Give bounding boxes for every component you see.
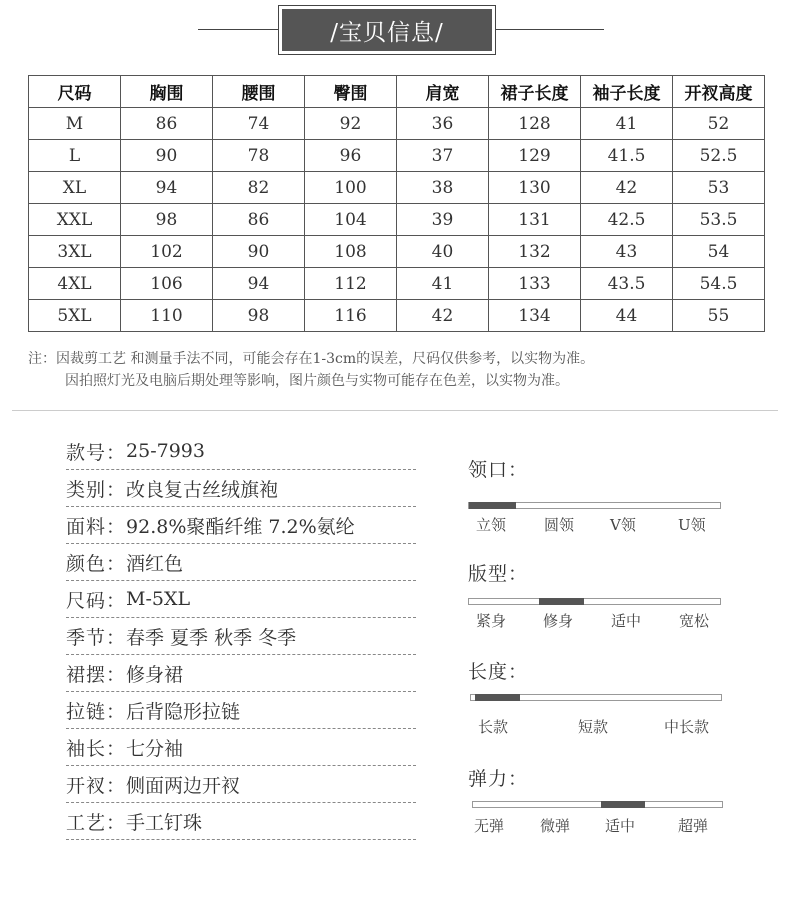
elasticity-group (468, 764, 723, 844)
elasticity-option: 微弹 (540, 817, 571, 835)
table-header-cell: 腰围 (213, 76, 305, 108)
fit-option: 宽松 (679, 612, 710, 630)
table-cell: 44 (581, 300, 673, 332)
collar-option: U领 (678, 516, 706, 534)
section-divider (12, 410, 778, 411)
table-cell: 94 (213, 268, 305, 300)
attr-key: 颜色： (66, 552, 127, 575)
table-cell: 4XL (29, 268, 121, 300)
table-row (29, 236, 765, 268)
table-cell: 129 (489, 140, 581, 172)
elasticity-title: 弹力： (468, 768, 529, 790)
attr-value: 手工钉珠 (126, 811, 203, 834)
table-cell: 42.5 (581, 204, 673, 236)
attr-key: 尺码： (66, 589, 127, 612)
fit-scale-fill (539, 598, 584, 605)
fit-option: 紧身 (476, 612, 507, 630)
length-option: 短款 (578, 718, 609, 736)
length-scale-bar (470, 694, 722, 701)
collar-scale-fill (469, 502, 516, 509)
header-line-right (496, 29, 604, 30)
table-cell: M (29, 108, 121, 140)
table-cell: 133 (489, 268, 581, 300)
collar-group (468, 455, 723, 535)
table-cell: 128 (489, 108, 581, 140)
table-cell: 5XL (29, 300, 121, 332)
table-cell: 41 (397, 268, 489, 300)
attr-row-season (66, 618, 416, 655)
table-cell: 90 (121, 140, 213, 172)
table-row (29, 140, 765, 172)
attr-key: 袖长： (66, 737, 127, 760)
collar-option: 圆领 (544, 516, 575, 534)
elasticity-option: 超弹 (678, 817, 709, 835)
table-cell: 86 (213, 204, 305, 236)
table-header-cell: 臀围 (305, 76, 397, 108)
attr-key: 面料： (66, 515, 127, 538)
attr-key: 款号： (66, 441, 127, 464)
table-cell: 98 (121, 204, 213, 236)
attr-value: 25-7993 (126, 440, 205, 462)
fit-option: 适中 (611, 612, 642, 630)
elasticity-scale-bar (472, 801, 723, 808)
table-cell: 92 (305, 108, 397, 140)
collar-title: 领口： (468, 459, 529, 481)
table-cell: 90 (213, 236, 305, 268)
table-cell: 42 (397, 300, 489, 332)
attr-value: 改良复古丝绒旗袍 (126, 478, 279, 501)
table-cell: 86 (121, 108, 213, 140)
collar-option: V领 (610, 516, 636, 534)
attr-row-color (66, 544, 416, 581)
attr-key: 类别： (66, 478, 127, 501)
elasticity-scale-fill (601, 801, 645, 808)
attr-row-category (66, 470, 416, 507)
table-cell: 108 (305, 236, 397, 268)
table-cell: 54.5 (673, 268, 765, 300)
table-cell: 52.5 (673, 140, 765, 172)
table-cell: 116 (305, 300, 397, 332)
table-cell: 98 (213, 300, 305, 332)
table-cell: 41.5 (581, 140, 673, 172)
elasticity-option: 无弹 (474, 817, 505, 835)
header-banner (278, 5, 496, 55)
attr-row-fabric (66, 507, 416, 544)
table-cell: 37 (397, 140, 489, 172)
fit-group (468, 559, 723, 639)
table-header-cell: 袖子长度 (581, 76, 673, 108)
page-title: /宝贝信息/ (282, 9, 492, 51)
table-header-cell: 胸围 (121, 76, 213, 108)
table-cell: 39 (397, 204, 489, 236)
table-cell: 43 (581, 236, 673, 268)
note-line-2: 因拍照灯光及电脑后期处理等影响，图片颜色与实物可能存在色差，以实物为准。 (65, 373, 569, 389)
length-scale-fill (475, 694, 520, 701)
table-cell: 55 (673, 300, 765, 332)
size-table (28, 75, 765, 332)
table-cell: 43.5 (581, 268, 673, 300)
table-cell: 54 (673, 236, 765, 268)
table-row (29, 172, 765, 204)
attr-row-style-no (66, 433, 416, 470)
attr-value: 七分袖 (126, 737, 184, 760)
table-cell: 42 (581, 172, 673, 204)
table-header-cell: 开衩高度 (673, 76, 765, 108)
length-option: 中长款 (664, 718, 710, 736)
table-cell: 112 (305, 268, 397, 300)
table-cell: 38 (397, 172, 489, 204)
attr-value: 92.8%聚酯纤维 7.2%氨纶 (126, 515, 355, 538)
table-cell: 104 (305, 204, 397, 236)
table-cell: 74 (213, 108, 305, 140)
length-group (468, 657, 723, 737)
collar-scale-bar (468, 502, 721, 509)
table-cell: 130 (489, 172, 581, 204)
table-cell: 36 (397, 108, 489, 140)
table-cell: 102 (121, 236, 213, 268)
table-header-cell: 尺码 (29, 76, 121, 108)
collar-option: 立领 (476, 516, 507, 534)
attr-value: M-5XL (126, 588, 191, 610)
table-cell: 82 (213, 172, 305, 204)
product-attributes (66, 433, 416, 840)
attr-key: 季节： (66, 626, 127, 649)
attr-value: 修身裙 (126, 663, 184, 686)
table-cell: XXL (29, 204, 121, 236)
attr-row-size (66, 581, 416, 618)
fit-title: 版型： (468, 563, 529, 585)
table-header-cell: 裙子长度 (489, 76, 581, 108)
length-option: 长款 (478, 718, 509, 736)
attr-row-zipper (66, 692, 416, 729)
size-note (28, 348, 594, 392)
table-cell: 94 (121, 172, 213, 204)
elasticity-option: 适中 (605, 817, 636, 835)
attr-row-craft (66, 803, 416, 840)
length-title: 长度： (468, 661, 529, 683)
fit-scale-bar (468, 598, 721, 605)
table-row (29, 268, 765, 300)
header-line-left (198, 29, 278, 30)
table-row (29, 108, 765, 140)
table-row (29, 300, 765, 332)
table-cell: 100 (305, 172, 397, 204)
table-header-row (29, 76, 765, 108)
table-cell: 132 (489, 236, 581, 268)
attr-value: 后背隐形拉链 (126, 700, 241, 723)
attr-key: 工艺： (66, 811, 127, 834)
table-cell: 96 (305, 140, 397, 172)
attr-value: 酒红色 (126, 552, 184, 575)
table-cell: 40 (397, 236, 489, 268)
table-cell: 134 (489, 300, 581, 332)
attr-row-sleeve (66, 729, 416, 766)
table-cell: XL (29, 172, 121, 204)
table-cell: 52 (673, 108, 765, 140)
attr-value: 春季 夏季 秋季 冬季 (126, 626, 297, 649)
table-row (29, 204, 765, 236)
table-cell: 78 (213, 140, 305, 172)
table-cell: 131 (489, 204, 581, 236)
fit-option: 修身 (543, 612, 574, 630)
table-cell: 3XL (29, 236, 121, 268)
table-cell: 106 (121, 268, 213, 300)
attr-key: 裙摆： (66, 663, 127, 686)
attr-value: 侧面两边开衩 (126, 774, 241, 797)
attr-key: 开衩： (66, 774, 127, 797)
table-cell: L (29, 140, 121, 172)
attr-row-hem (66, 655, 416, 692)
table-cell: 53 (673, 172, 765, 204)
table-cell: 53.5 (673, 204, 765, 236)
table-header-cell: 肩宽 (397, 76, 489, 108)
note-line-1: 注：因裁剪工艺 和测量手法不同，可能会存在1-3cm的误差，尺码仅供参考，以实物为准。 (28, 351, 595, 367)
attr-row-slit (66, 766, 416, 803)
attr-key: 拉链： (66, 700, 127, 723)
table-cell: 110 (121, 300, 213, 332)
table-cell: 41 (581, 108, 673, 140)
